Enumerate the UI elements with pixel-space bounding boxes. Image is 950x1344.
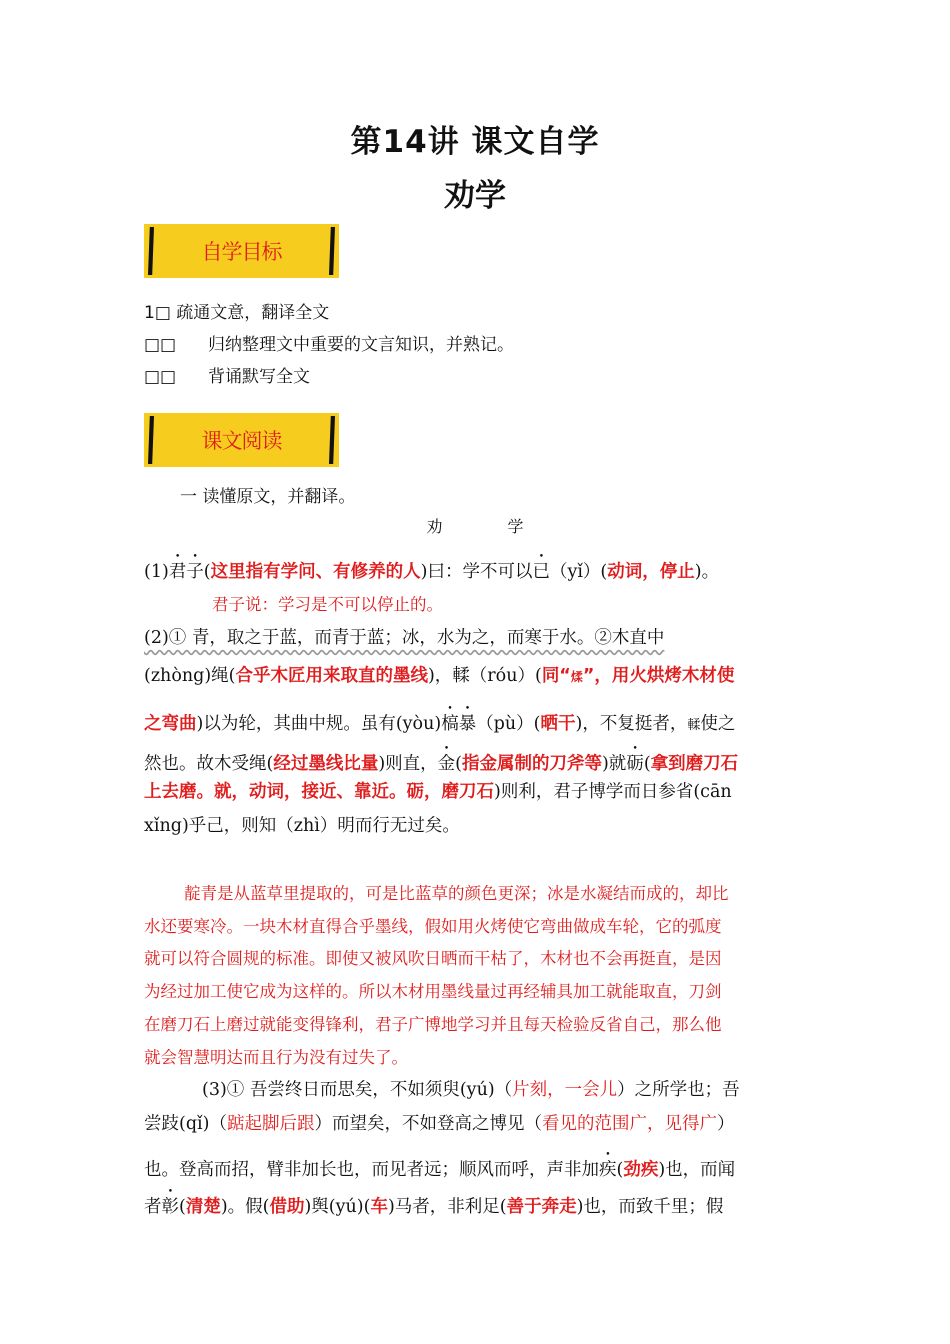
translation-2-line: 为经过加工使它成为这样的。所以木材用墨线量过再经辅具加工就能取直，刀剑: [144, 982, 722, 1001]
translation-2-line: 就可以符合圆规的标准。即使又被风吹日晒而干枯了，木材也不会再挺直，是因: [144, 949, 722, 968]
translation-1: 君子说：学习是不可以停止的。: [212, 595, 443, 614]
translation-2-line: 靛青是从蓝草里提取的，可是比蓝草的颜色更深；冰是水凝结而成的，却比: [184, 884, 729, 903]
paragraph-2-line: (2)① 青，取之于蓝，而青于蓝；冰，水为之，而寒于水。②木直中: [144, 628, 665, 648]
goal-num: 1□: [144, 303, 171, 323]
paragraph-2-line: 之弯曲)以为轮，其曲中规。虽有(yòu)槁暴（pù）(晒干)，不复挺者，輮使之: [144, 714, 736, 734]
goal-item: [144, 330, 514, 355]
goal-text: 背诵默写全文: [208, 367, 310, 387]
text-title: 劝学: [444, 178, 506, 214]
paragraph-2-line: 然也。故木受绳(经过墨线比量)则直，金(指金属制的刀斧等)就砺(拿到磨刀石: [144, 754, 739, 774]
passage-title: 劝 学: [426, 517, 554, 536]
section-banner-goals: [144, 224, 339, 278]
paragraph-1-line: (1)君子(这里指有学问、有修养的人)曰：学不可以已（yǐ）(动词，停止)。: [144, 562, 720, 582]
paragraph-2-line: (zhòng)绳(合乎木匠用来取直的墨线)，輮（róu）(同“煣”，用火烘烤木材使: [144, 666, 735, 686]
paragraph-3-line: 尝跂(qǐ)（踮起脚后跟）而望矣，不如登高之博见（看见的范围广，见得广）: [144, 1114, 735, 1134]
paragraph-3-line: 者彰(清楚)。假(借助)舆(yú)(车)马者，非利足(善于奔走)也，而致千里；假: [144, 1197, 724, 1217]
paragraph-2-line: 上去磨。就，动词，接近、靠近。砺，磨刀石)则利，君子博学而日参省(cān: [144, 782, 732, 802]
translation-2-line: 水还要寒冷。一块木材直得合乎墨线，假如用火烤使它弯曲做成车轮，它的弧度: [144, 917, 722, 936]
goal-text: 归纳整理文中重要的文言知识，并熟记。: [208, 335, 514, 355]
paragraph-3-line: (3)① 吾尝终日而思矣，不如须臾(yú)（片刻，一会儿）之所学也；吾: [202, 1080, 740, 1100]
section-banner-reading: [144, 413, 339, 467]
paragraph-3-line: 也。登高而招，臂非加长也，而见者远；顺风而呼，声非加疾(劲疾)也，而闻: [144, 1160, 736, 1180]
translation-2-line: 就会智慧明达而且行为没有过失了。: [144, 1048, 408, 1067]
lecture-title: 第14讲 课文自学: [350, 124, 600, 160]
goal-num: □□: [144, 335, 177, 355]
goal-item: [144, 298, 329, 323]
goal-num: □□: [144, 367, 177, 387]
goal-text: 疏通文意，翻译全文: [176, 303, 330, 323]
banner-label: 自学目标: [201, 240, 282, 264]
banner-label: 课文阅读: [201, 429, 282, 453]
goal-item: [144, 362, 310, 387]
translation-2-line: 在磨刀石上磨过就能变得锋利，君子广博地学习并且每天检验反省自己，那么他: [144, 1015, 722, 1034]
paragraph-2-line: xǐng)乎己，则知（zhì）明而行无过矣。: [144, 816, 460, 836]
subheading: 一 读懂原文，并翻译。: [180, 487, 356, 507]
